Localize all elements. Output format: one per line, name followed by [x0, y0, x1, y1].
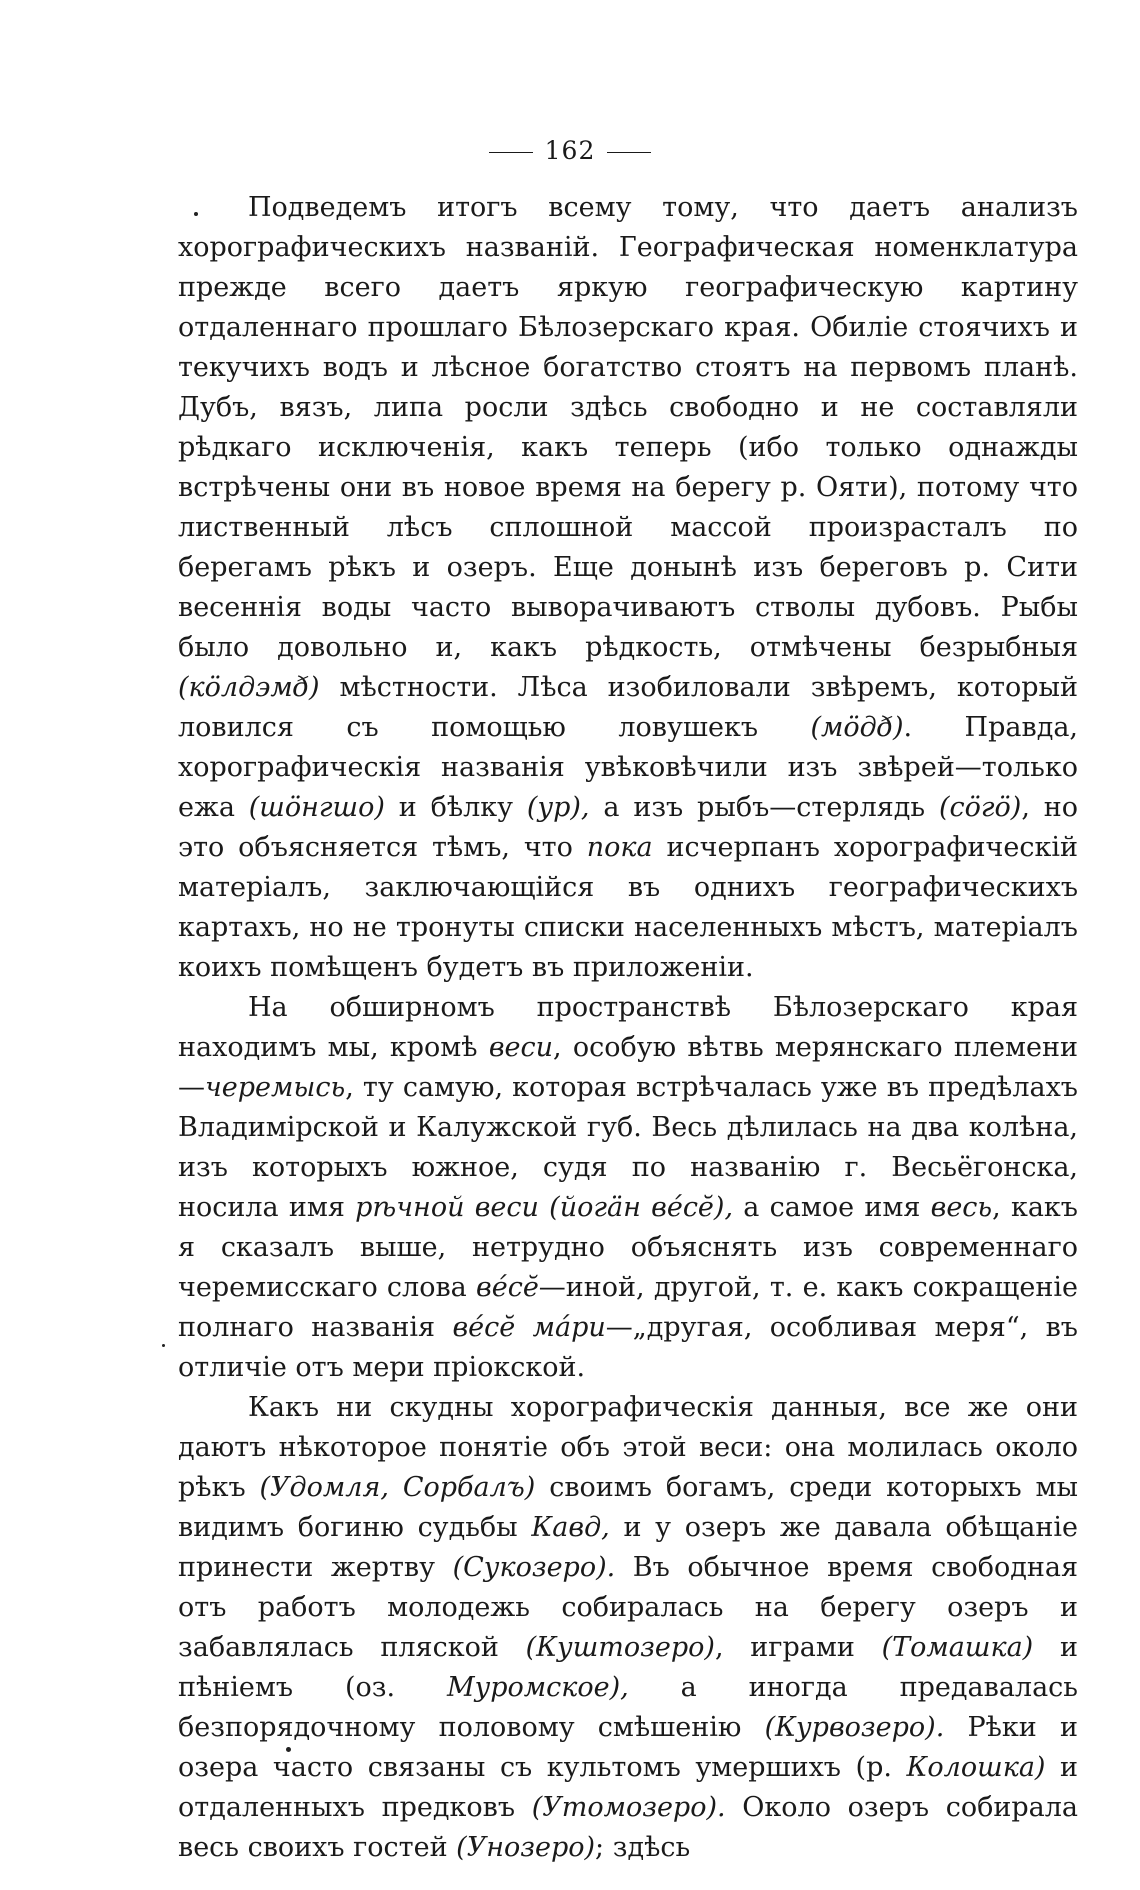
text-run: и отдаленныхъ предковъ — [178, 1752, 1079, 1823]
page-number-text: 162 — [544, 136, 596, 165]
page-number-dash-right — [607, 152, 651, 153]
text-run: ; здѣсь — [595, 1832, 691, 1863]
text-run: мѣстности. Лѣса изобиловали звѣремъ, который ловился съ помощью ловушекъ — [178, 672, 1078, 743]
text-run: своимъ богамъ, среди которыхъ мы видимъ богиню судьбы — [178, 1472, 1078, 1543]
italic-term: (Удомля, Сорбалъ) — [259, 1472, 536, 1503]
text-run: и бѣлку — [384, 792, 527, 823]
italic-term: пока — [586, 832, 653, 863]
text-run: а изъ рыбъ—стерлядь — [589, 792, 939, 823]
italic-term: (Сукозеро). — [452, 1552, 616, 1583]
italic-term: веси — [488, 1032, 554, 1063]
italic-term: рѣчной веси (йогäн вéсĕ), — [355, 1192, 734, 1223]
text-run: Рѣки и озера часто связаны съ культомъ умершихъ (р. — [178, 1712, 1078, 1783]
italic-term: (сöгö) — [938, 792, 1022, 823]
text-run: Въ обычное время свободная отъ работъ молодежь собиралась на берегу озеръ и забавлялась пляской — [178, 1552, 1078, 1663]
text-run: , ту самую, которая встрѣчалась уже въ предѣлахъ Владимірской и Калужской губ. Весь дѣлилась на два колѣна, изъ которыхъ южное, судя по названію г. Весьёгонска, носила имя — [178, 1072, 1078, 1223]
text-run: . Правда, хорографическія названія увѣковѣчили изъ звѣрей—только ежа — [178, 712, 1078, 823]
scan-speck — [162, 1344, 165, 1347]
italic-term: (мöдð) — [810, 712, 904, 743]
paragraph-3 — [178, 1388, 1078, 1868]
scan-speck — [194, 212, 198, 216]
italic-term: вéсĕ мáри — [452, 1312, 606, 1343]
body-text — [178, 188, 1078, 1868]
italic-term: (кöлдэмð) — [178, 672, 320, 703]
italic-term: вéсĕ — [476, 1272, 539, 1303]
text-run: , особую вѣтвь мерянскаго племени— — [178, 1032, 1078, 1103]
italic-term: (Унозеро) — [456, 1832, 596, 1863]
italic-term: Муромское), — [446, 1672, 629, 1703]
text-run: Какъ ни скудны хорографическія данныя, все же они даютъ нѣкоторое понятіе объ этой веси: она молилась около рѣкъ — [178, 1392, 1078, 1503]
page-number — [0, 136, 1140, 165]
italic-term: Колошка) — [906, 1752, 1046, 1783]
text-run: а иногда предавалась безпорядочному половому смѣшенію — [178, 1672, 1078, 1743]
text-run: а самое имя — [733, 1192, 931, 1223]
text-run: и пѣніемъ (оз. — [178, 1632, 1078, 1703]
text-run: и у озеръ же давала обѣщаніе принести жертву — [178, 1512, 1078, 1583]
italic-term: (Томашка) — [881, 1632, 1034, 1663]
page-number-dash-left — [489, 152, 533, 153]
text-run: На обширномъ пространствѣ Бѣлозерскаго края находимъ мы, кромѣ — [178, 992, 1078, 1063]
text-run: , но это объясняется тѣмъ, что — [178, 792, 1078, 863]
text-run: исчерпанъ хорографическій матеріалъ, заключающійся въ однихъ географическихъ картахъ, но не тронуты списки населенныхъ мѣстъ, матеріалъ коихъ помѣщенъ будетъ въ приложеніи. — [178, 832, 1078, 983]
paragraph-2 — [178, 988, 1078, 1388]
text-run: Около озеръ собирала весь своихъ гостей — [178, 1792, 1078, 1863]
text-run: , какъ я сказалъ выше, нетрудно объяснять изъ современнаго черемисскаго слова — [178, 1192, 1078, 1303]
italic-term: (ур), — [526, 792, 590, 823]
text-run: Подведемъ итогъ всему тому, что даетъ анализъ хорографическихъ названій. Географическая номенклатура прежде всего даетъ яркую географическую картину отдаленнаго прошлаго Бѣлозерскаго края. Обиліе стоячихъ и текучихъ водъ и лѣсное богатство стоятъ на первомъ планѣ. Дубъ, вязъ, липа росли здѣсь свободно и не составляли рѣдкаго исключенія, какъ теперь (ибо только однажды встрѣчены они въ новое время на берегу р. Ояти), потому что лиственный лѣсъ сплошной массой произрасталъ по берегамъ рѣкъ и озеръ. Еще донынѣ изъ береговъ р. Сити весеннія воды часто выворачиваютъ стволы дубовъ. Рыбы было довольно и, какъ рѣдкость, отмѣчены безрыбныя — [178, 192, 1078, 663]
text-run: , играми — [714, 1632, 882, 1663]
italic-term: весь — [930, 1192, 993, 1223]
italic-term: (Утомозеро). — [531, 1792, 726, 1823]
scan-speck — [286, 1747, 291, 1752]
text-run: —иной, другой, т. е. какъ сокращеніе полнаго названія — [178, 1272, 1078, 1343]
italic-term: (Курвозеро). — [764, 1712, 945, 1743]
italic-term: Кавд, — [531, 1512, 610, 1543]
italic-term: (шöнгшо) — [248, 792, 385, 823]
text-run: —„другая, особливая меря“, въ отличіе отъ мери пріокской. — [178, 1312, 1078, 1383]
paragraph-1 — [178, 188, 1078, 988]
italic-term: черемысь — [205, 1072, 346, 1103]
italic-term: (Куштозеро) — [525, 1632, 715, 1663]
